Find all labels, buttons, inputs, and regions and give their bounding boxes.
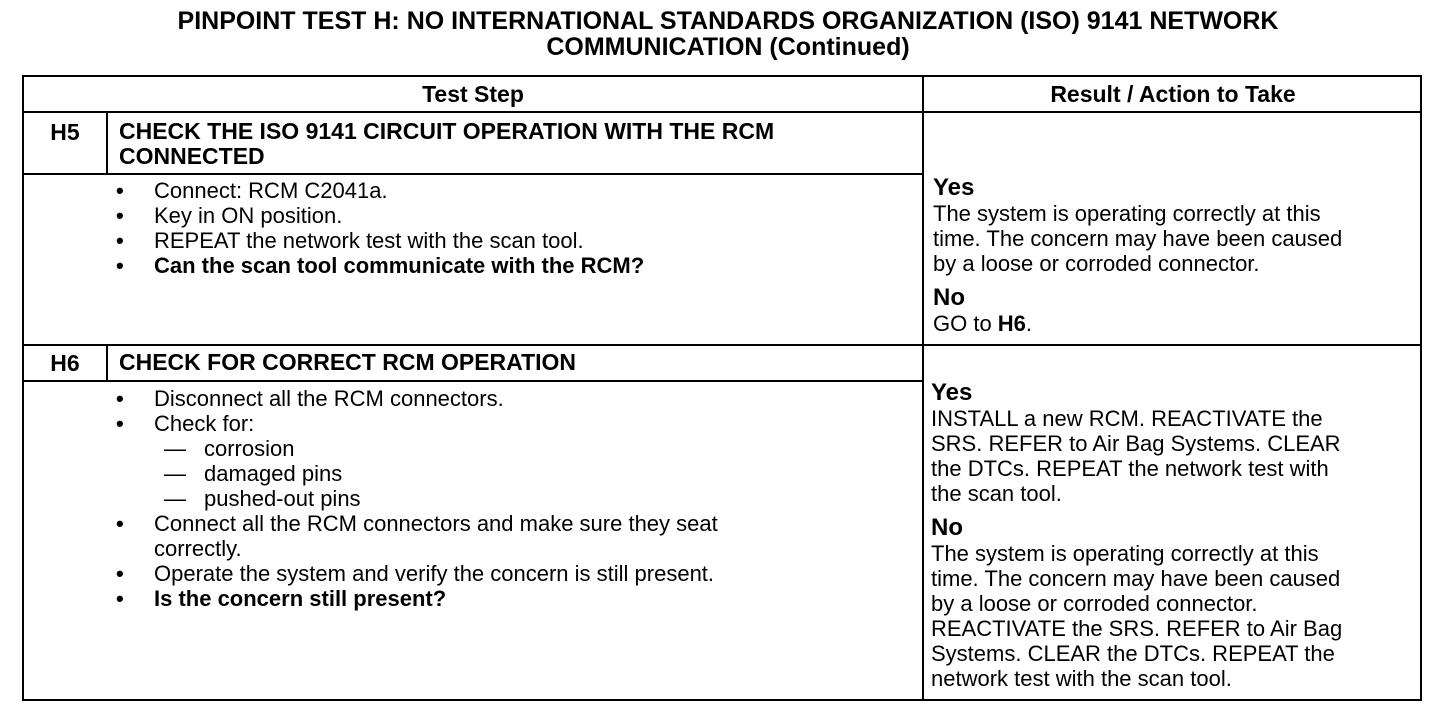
result-yes-text-h6-2: SRS. REFER to Air Bag Systems. CLEAR	[931, 431, 1341, 456]
list-item: • Key in ON position.	[24, 203, 914, 228]
pinpoint-test-table	[22, 75, 1422, 701]
step-id-h5: H5	[50, 119, 80, 145]
result-h6	[931, 379, 1418, 691]
step-actions-h6	[24, 386, 914, 611]
result-h5	[933, 174, 1418, 336]
step-title-h6-line1: CHECK FOR CORRECT RCM OPERATION	[119, 349, 577, 375]
result-yes-text-h6-1: INSTALL a new RCM. REACTIVATE the	[931, 406, 1323, 431]
step-title-divider-h6	[24, 380, 922, 382]
list-item: • Operate the system and verify the concern is still present.	[24, 561, 914, 586]
step-title-divider-h5	[24, 173, 922, 175]
result-no-label-h5: No	[933, 284, 965, 311]
result-yes-label-h6: Yes	[931, 379, 973, 406]
result-yes-label-h5: Yes	[933, 174, 975, 201]
result-yes-text-h5-1: The system is operating correctly at this	[933, 201, 1321, 226]
header-test-step: Test Step	[422, 81, 524, 107]
list-item: • Disconnect all the RCM connectors.	[24, 386, 914, 411]
step-id-divider-h6	[106, 346, 108, 380]
title-line-2: COMMUNICATION (Continued)	[546, 33, 910, 61]
step-actions-h5	[24, 178, 914, 278]
result-no-text-h6-4: REACTIVATE the SRS. REFER to Air Bag	[931, 616, 1343, 641]
result-no-text-h6-6: network test with the scan tool.	[931, 666, 1232, 691]
step-title-h6	[119, 350, 576, 375]
title-line-1: PINPOINT TEST H: NO INTERNATIONAL STANDARDS ORGANIZATION (ISO) 9141 NETWORK	[177, 7, 1279, 35]
step-id-divider-h5	[106, 113, 108, 173]
list-item: • Connect: RCM C2041a.	[24, 178, 914, 203]
result-no-text-h6-2: time. The concern may have been caused	[931, 566, 1341, 591]
result-yes-text-h6-4: the scan tool.	[931, 481, 1062, 506]
step-id-h6: H6	[50, 350, 80, 376]
result-yes-text-h5-3: by a loose or corroded connector.	[933, 251, 1260, 276]
result-yes-text-h5-2: time. The concern may have been caused	[933, 226, 1343, 251]
list-item: — damaged pins	[24, 461, 914, 486]
header-divider	[24, 111, 1420, 113]
header-result: Result / Action to Take	[1050, 81, 1296, 107]
list-item: • Can the scan tool communicate with the RCM?	[24, 253, 914, 278]
row-divider-h5-h6	[24, 344, 1420, 346]
list-item: • REPEAT the network test with the scan tool.	[24, 228, 914, 253]
list-item: • Connect all the RCM connectors and make sure they seat	[24, 511, 914, 536]
step-title-h5	[119, 119, 774, 169]
list-item: • Check for:	[24, 411, 914, 436]
result-no-text-h6-5: Systems. CLEAR the DTCs. REPEAT the	[931, 641, 1335, 666]
result-no-text-h6-1: The system is operating correctly at this	[931, 541, 1319, 566]
result-no-label-h6: No	[931, 514, 963, 541]
list-item: • Is the concern still present?	[24, 586, 914, 611]
column-divider	[922, 77, 924, 699]
list-item: correctly.	[154, 536, 242, 561]
goto-step-h6: H6	[997, 311, 1026, 336]
list-item: — pushed-out pins	[24, 486, 914, 511]
page-title	[0, 8, 1456, 60]
result-no-prefix-h5: GO to	[933, 311, 998, 336]
list-item: — corrosion	[24, 436, 914, 461]
result-no-text-h6-3: by a loose or corroded connector.	[931, 591, 1258, 616]
step-title-h5-line1: CHECK THE ISO 9141 CIRCUIT OPERATION WITH THE RCM	[119, 118, 775, 144]
result-no-text-h5	[933, 311, 1418, 336]
result-no-suffix-h5: .	[1025, 311, 1033, 336]
result-yes-text-h6-3: the DTCs. REPEAT the network test with	[931, 456, 1329, 481]
step-title-h5-line2: CONNECTED	[119, 143, 265, 169]
